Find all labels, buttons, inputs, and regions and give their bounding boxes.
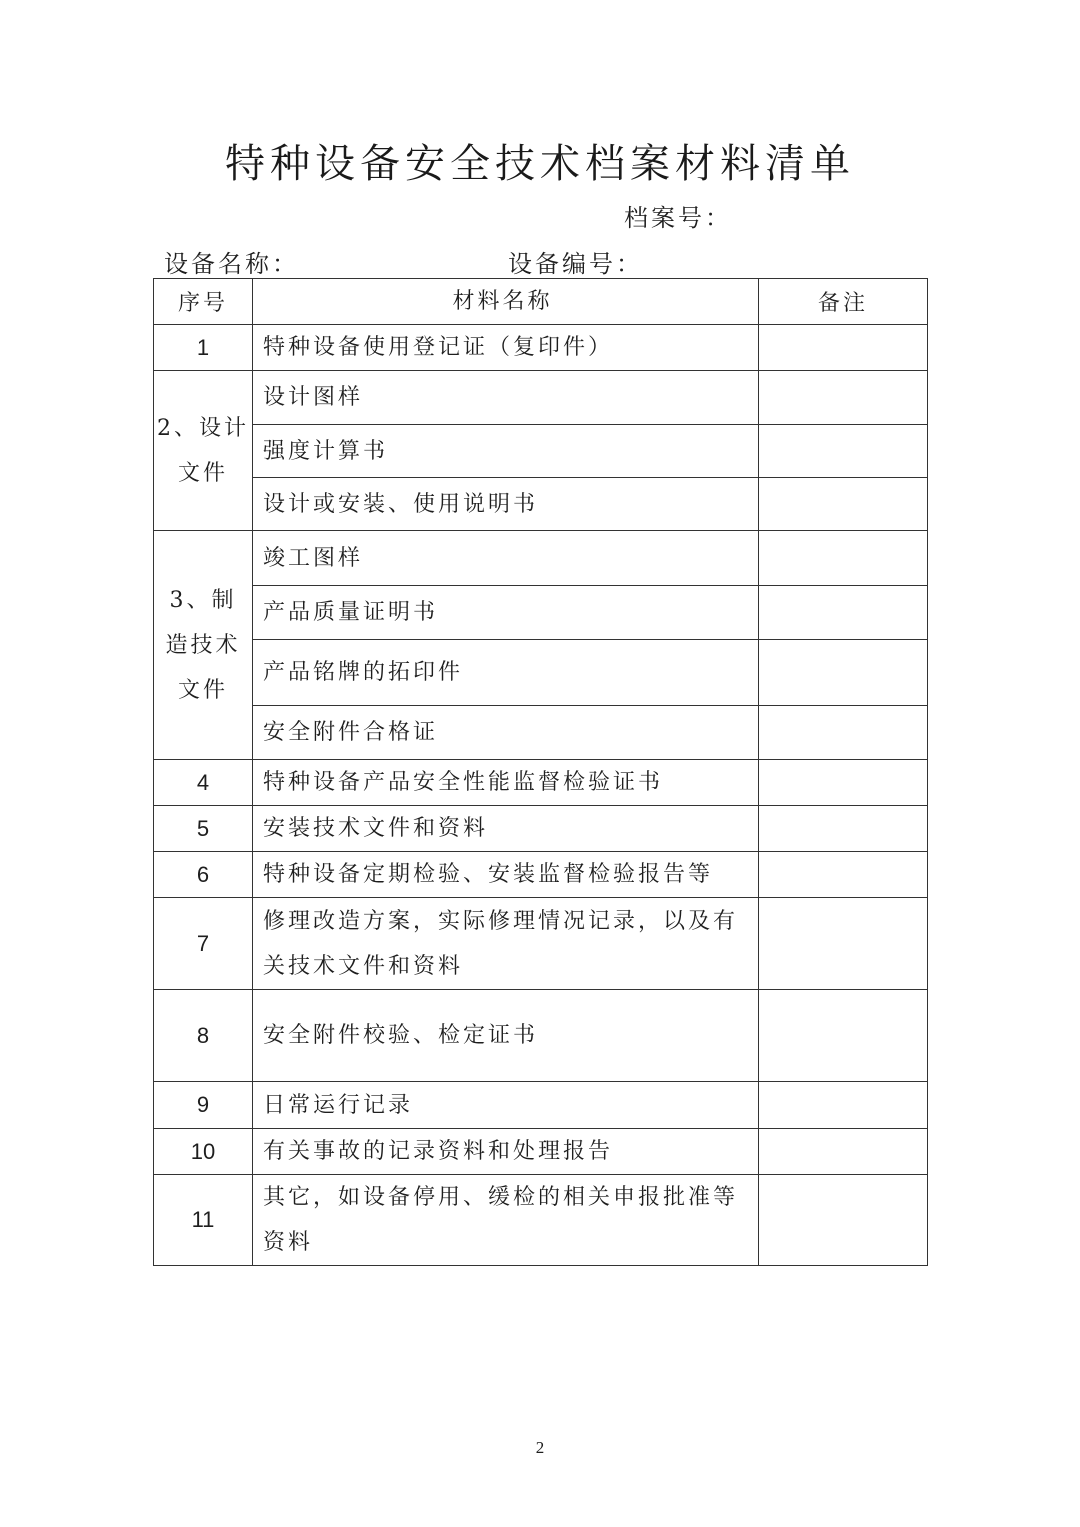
row-remark (759, 425, 928, 478)
table-row (154, 371, 928, 425)
group-no-manufacturing-documents (154, 531, 253, 760)
row-material-name: 特种设备使用登记证（复印件） (253, 325, 759, 371)
row-material-name: 产品质量证明书 (253, 586, 759, 640)
table-row (154, 806, 928, 852)
row-material-name: 安装技术文件和资料 (253, 806, 759, 852)
table-row (154, 478, 928, 531)
row-remark (759, 990, 928, 1082)
table-row (154, 640, 928, 706)
row-material-name: 日常运行记录 (253, 1082, 759, 1129)
row-remark (759, 706, 928, 760)
row-remark (759, 586, 928, 640)
group-no-design-documents (154, 371, 253, 531)
table-row (154, 325, 928, 371)
table-row (154, 852, 928, 898)
row-remark (759, 806, 928, 852)
table-row (154, 1082, 928, 1129)
row-remark (759, 640, 928, 706)
row-no: 8 (154, 990, 253, 1082)
row-no: 11 (154, 1175, 253, 1266)
group-no-line: 2、设计 (157, 415, 249, 441)
row-remark (759, 478, 928, 531)
table-row (154, 1175, 928, 1266)
equipment-code-label: 设备编号： (508, 250, 643, 278)
row-no: 9 (154, 1082, 253, 1129)
row-remark (759, 760, 928, 806)
table-row (154, 898, 928, 990)
row-remark (759, 852, 928, 898)
row-remark (759, 1129, 928, 1175)
header-remark: 备注 (759, 279, 928, 325)
row-material-name: 其它，如设备停用、缓检的相关申报批准等资料 (253, 1175, 759, 1266)
row-remark (759, 531, 928, 586)
row-no: 7 (154, 898, 253, 990)
row-material-name: 产品铭牌的拓印件 (253, 640, 759, 706)
row-material-name: 安全附件校验、检定证书 (253, 990, 759, 1082)
row-material-name: 有关事故的记录资料和处理报告 (253, 1129, 759, 1175)
group-no-line: 文件 (177, 460, 228, 486)
table-row (154, 531, 928, 586)
row-remark (759, 1082, 928, 1129)
equipment-name-label: 设备名称： (164, 250, 299, 278)
materials-table (153, 278, 928, 1266)
row-remark (759, 898, 928, 990)
row-material-name: 特种设备定期检验、安装监督检验报告等 (253, 852, 759, 898)
row-material-name: 设计图样 (253, 371, 759, 425)
row-no: 10 (154, 1129, 253, 1175)
row-material-name: 强度计算书 (253, 425, 759, 478)
table-header-row (154, 279, 928, 325)
row-remark (759, 325, 928, 371)
table-row (154, 1129, 928, 1175)
row-remark (759, 371, 928, 425)
table-row (154, 425, 928, 478)
row-no: 1 (154, 325, 253, 371)
row-material-name: 修理改造方案，实际修理情况记录，以及有关技术文件和资料 (253, 898, 759, 990)
group-no-line: 3、制 (169, 587, 237, 613)
row-material-name: 设计或安装、使用说明书 (253, 478, 759, 531)
table-row (154, 586, 928, 640)
row-no: 6 (154, 852, 253, 898)
header-material-name: 材料名称 (253, 279, 759, 325)
archive-number-label: 档案号： (624, 204, 732, 232)
table-row (154, 760, 928, 806)
group-no-line: 文件 (177, 677, 228, 703)
row-no: 5 (154, 806, 253, 852)
row-remark (759, 1175, 928, 1266)
document-title: 特种设备安全技术档案材料清单 (225, 141, 855, 187)
row-material-name: 安全附件合格证 (253, 706, 759, 760)
row-no: 4 (154, 760, 253, 806)
table-row (154, 706, 928, 760)
table-row (154, 990, 928, 1082)
row-material-name: 竣工图样 (253, 531, 759, 586)
page-number: 2 (535, 1438, 545, 1457)
group-no-line: 造技术 (165, 632, 241, 658)
header-no: 序号 (154, 279, 253, 325)
row-material-name: 特种设备产品安全性能监督检验证书 (253, 760, 759, 806)
